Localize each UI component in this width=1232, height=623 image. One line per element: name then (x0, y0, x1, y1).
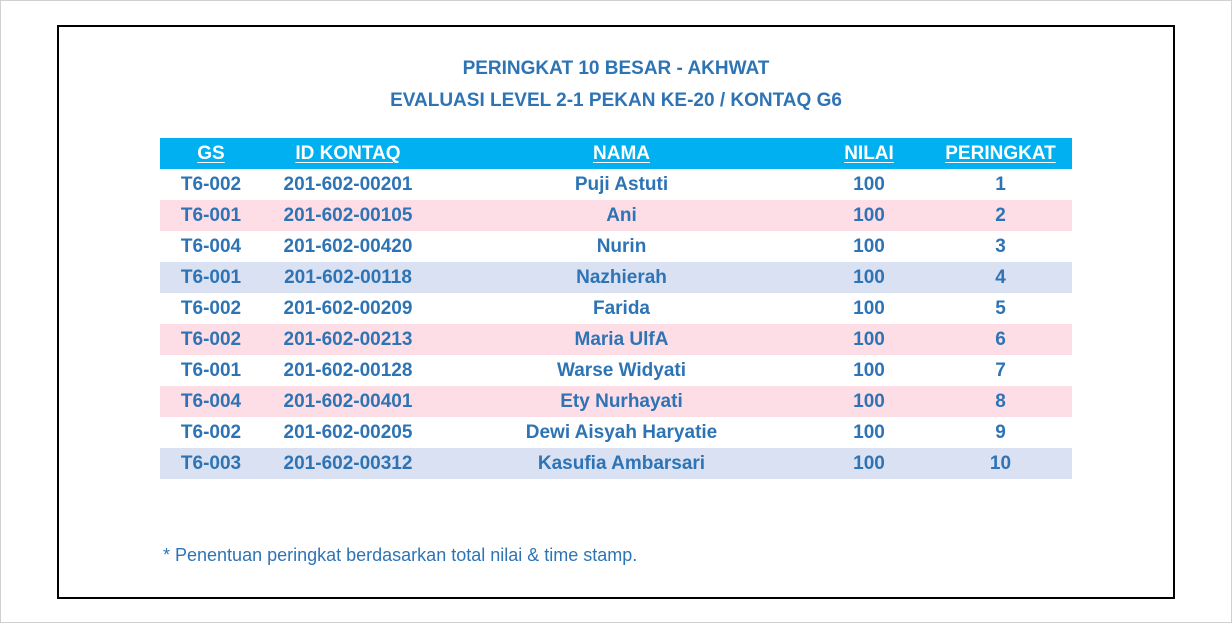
cell-gs: T6-003 (180, 453, 242, 474)
cell-id-kontaq: 201-602-00118 (284, 267, 412, 288)
cell-gs: T6-002 (180, 422, 242, 443)
cell-nama: Farida (592, 298, 651, 319)
table-row (160, 293, 1072, 324)
table-row (160, 169, 1072, 200)
cell-peringkat: 5 (995, 298, 1006, 319)
ranking-table (160, 138, 1072, 479)
cell-peringkat: 6 (995, 329, 1006, 350)
cell-nama: Nurin (596, 236, 647, 257)
cell-nilai: 100 (853, 267, 885, 288)
cell-nama: Kasufia Ambarsari (537, 453, 706, 474)
header-id-kontaq: ID KONTAQ (295, 143, 401, 164)
cell-id-kontaq: 201-602-00420 (283, 236, 413, 257)
cell-id-kontaq: 201-602-00105 (283, 205, 413, 226)
cell-nama: Maria UlfA (574, 329, 669, 350)
cell-nama: Nazhierah (576, 267, 667, 288)
header-gs: GS (197, 143, 225, 164)
cell-nilai: 100 (853, 205, 885, 226)
cell-gs: T6-002 (180, 298, 242, 319)
cell-peringkat: 1 (995, 174, 1006, 195)
cell-nilai: 100 (853, 174, 885, 195)
cell-nama: Ety Nurhayati (560, 391, 683, 412)
cell-gs: T6-002 (180, 174, 242, 195)
cell-peringkat: 2 (995, 205, 1006, 226)
table-header-row (160, 138, 1072, 169)
cell-id-kontaq: 201-602-00201 (283, 174, 413, 195)
cell-peringkat: 10 (989, 453, 1012, 474)
cell-nilai: 100 (853, 391, 885, 412)
cell-id-kontaq: 201-602-00209 (283, 298, 413, 319)
cell-gs: T6-001 (180, 360, 242, 381)
cell-nama: Dewi Aisyah Haryatie (525, 422, 718, 443)
cell-id-kontaq: 201-602-00128 (283, 360, 413, 381)
table-row (160, 324, 1072, 355)
cell-id-kontaq: 201-602-00312 (283, 453, 413, 474)
header-peringkat: PERINGKAT (945, 143, 1056, 164)
table-row (160, 231, 1072, 262)
table-row (160, 448, 1072, 479)
cell-gs: T6-004 (180, 236, 242, 257)
cell-peringkat: 8 (995, 391, 1006, 412)
cell-nama: Warse Widyati (557, 360, 686, 381)
cell-peringkat: 3 (995, 236, 1006, 257)
table-row (160, 417, 1072, 448)
cell-nilai: 100 (853, 236, 885, 257)
ranking-card (57, 25, 1175, 599)
cell-peringkat: 4 (995, 267, 1006, 288)
footnote: * Penentuan peringkat berdasarkan total nilai & time stamp. (163, 545, 638, 565)
cell-peringkat: 7 (995, 360, 1006, 381)
cell-id-kontaq: 201-602-00213 (283, 329, 413, 350)
table-row (160, 386, 1072, 417)
header-nilai: NILAI (844, 143, 894, 164)
cell-id-kontaq: 201-602-00205 (283, 422, 413, 443)
cell-gs: T6-002 (180, 329, 242, 350)
table-row (160, 200, 1072, 231)
cell-nama: Ani (606, 205, 637, 226)
cell-peringkat: 9 (995, 422, 1006, 443)
cell-nilai: 100 (853, 422, 885, 443)
header-nama: NAMA (593, 143, 650, 164)
title-line-2: EVALUASI LEVEL 2-1 PEKAN KE-20 / KONTAQ G6 (390, 90, 842, 111)
cell-nama: Puji Astuti (574, 174, 669, 195)
table-row (160, 262, 1072, 293)
cell-nilai: 100 (853, 453, 885, 474)
cell-gs: T6-001 (180, 267, 242, 288)
cell-nilai: 100 (853, 329, 885, 350)
title-line-1: PERINGKAT 10 BESAR - AKHWAT (462, 58, 770, 79)
cell-gs: T6-004 (180, 391, 242, 412)
cell-nilai: 100 (853, 298, 885, 319)
cell-id-kontaq: 201-602-00401 (283, 391, 413, 412)
cell-gs: T6-001 (180, 205, 242, 226)
cell-nilai: 100 (853, 360, 885, 381)
table-row (160, 355, 1072, 386)
